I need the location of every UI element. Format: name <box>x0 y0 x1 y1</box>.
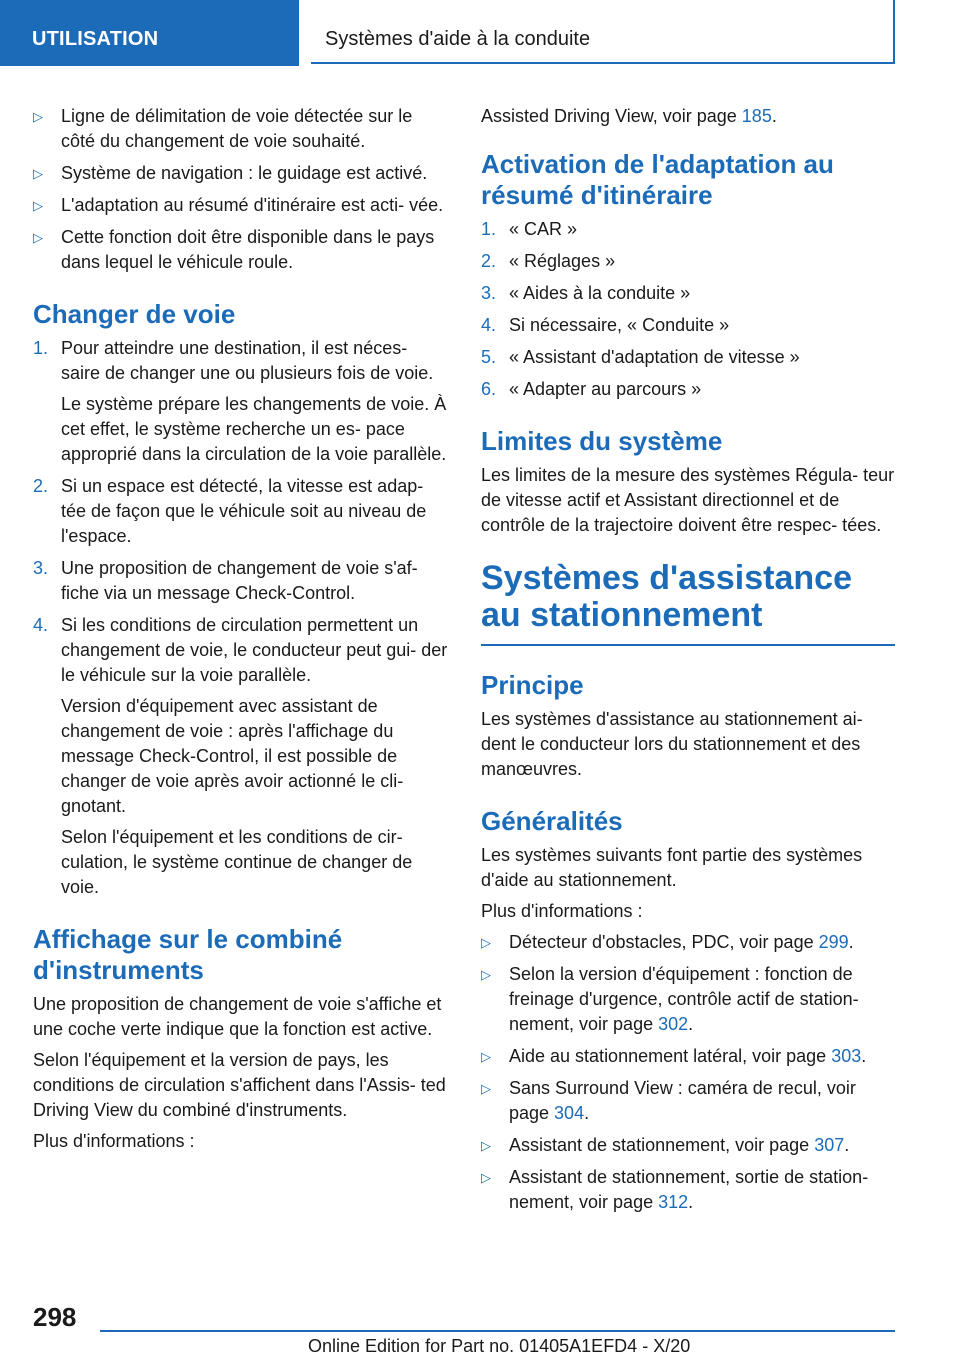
heading-parking-systems: Systèmes d'assistance au stationnement <box>481 560 895 646</box>
page-number: 298 <box>33 1302 77 1332</box>
page-link[interactable]: 312 <box>658 1192 689 1212</box>
list-item: 1. « CAR » <box>481 217 895 242</box>
page-link[interactable]: 307 <box>814 1135 845 1155</box>
list-item: 2. Si un espace est détecté, la vitesse est adap‐ tée de façon que le véhicule soit au niveau de l'espace. <box>33 476 427 546</box>
step-number: 2. <box>33 476 49 496</box>
list-item: ▷ Aide au stationnement latéral, voir page 303. <box>481 1044 895 1069</box>
list-item: 2. « Réglages » <box>481 249 895 274</box>
page-header <box>0 0 960 66</box>
heading-limits: Limites du système <box>481 426 723 456</box>
triangle-bullet-icon: ▷ <box>481 1170 491 1185</box>
condition-list <box>33 104 449 275</box>
step-number: 2. <box>481 251 497 271</box>
activation-steps <box>481 217 895 402</box>
page-link[interactable]: 302 <box>658 1014 689 1034</box>
right-column <box>481 104 895 1222</box>
chapter-title: Systèmes d'aide à la conduite <box>325 28 591 50</box>
page-link[interactable]: 304 <box>554 1103 585 1123</box>
triangle-bullet-icon: ▷ <box>481 967 491 982</box>
heading-principle: Principe <box>481 670 584 700</box>
section-tab <box>0 0 299 66</box>
list-item: ▷ Cette fonction doit être disponible dans le pays dans lequel le véhicule roule. <box>33 227 435 272</box>
triangle-bullet-icon: ▷ <box>481 1081 491 1096</box>
list-item: 3. Une proposition de changement de voie s'af‐ fiche via un message Check-Control. <box>33 558 418 603</box>
list-item: 4. Si nécessaire, « Conduite » <box>481 313 895 338</box>
triangle-bullet-icon: ▷ <box>33 198 43 213</box>
paragraph: Les limites de la mesure des systèmes Régula‐ teur de vitesse actif et Assistant directionnel et de contrôle de la trajectoire doivent être respec‐ tées. <box>481 465 895 535</box>
list-item: ▷ Système de navigation : le guidage est activé. <box>33 161 449 186</box>
triangle-bullet-icon: ▷ <box>481 1138 491 1153</box>
step-note: Selon l'équipement et les conditions de cir‐ culation, le système continue de changer de voie. <box>61 827 413 897</box>
step-number: 1. <box>33 338 49 358</box>
paragraph: Plus d'informations : <box>481 901 643 921</box>
list-item: ▷ Sans Surround View : caméra de recul, voir page 304. <box>481 1078 856 1123</box>
step-note: Le système prépare les changements de voie. À cet effet, le système recherche un es‐ pace approprié dans la circulation de la voie parallèle. <box>61 394 447 464</box>
triangle-bullet-icon: ▷ <box>481 935 491 950</box>
paragraph: Les systèmes d'assistance au stationnement ai‐ dent le conducteur lors du stationnement et des manœuvres. <box>481 709 863 779</box>
step-number: 1. <box>481 219 497 239</box>
footer-divider <box>100 1330 895 1332</box>
step-note: Version d'équipement avec assistant de changement de voie : après l'affichage du message Check-Control, il est possible de changer de voie après avoir actionné le cli‐ gnotant. <box>61 696 404 816</box>
list-item: ▷ Ligne de délimitation de voie détectée sur le côté du changement de voie souhaité. <box>33 106 413 151</box>
triangle-bullet-icon: ▷ <box>481 1049 491 1064</box>
page-link[interactable]: 303 <box>831 1046 862 1066</box>
triangle-bullet-icon: ▷ <box>33 109 43 124</box>
step-number: 5. <box>481 347 497 367</box>
page-link[interactable]: 299 <box>818 932 849 952</box>
list-item: ▷ L'adaptation au résumé d'itinéraire est acti‐ vée. <box>33 193 449 218</box>
heading-change-lane: Changer de voie <box>33 299 236 329</box>
heading-general: Généralités <box>481 806 623 836</box>
list-item: ▷ Assistant de stationnement, voir page 307. <box>481 1133 895 1158</box>
list-item: 3. « Aides à la conduite » <box>481 281 895 306</box>
heading-display: Affichage sur le combiné d'instruments <box>33 924 343 985</box>
parking-systems-list <box>481 930 895 1215</box>
list-item: ▷ Selon la version d'équipement : fonction de freinage d'urgence, contrôle actif de station‐ nement, voir page 302. <box>481 964 859 1034</box>
paragraph: Plus d'informations : <box>33 1131 195 1151</box>
page-link[interactable]: 185 <box>741 106 772 126</box>
step-number: 3. <box>481 283 497 303</box>
section-title: UTILISATION <box>32 28 159 50</box>
triangle-bullet-icon: ▷ <box>33 230 43 245</box>
step-number: 3. <box>33 558 49 578</box>
paragraph: Les systèmes suivants font partie des systèmes d'aide au stationnement. <box>481 845 863 890</box>
left-column <box>33 104 449 1160</box>
chapter-box <box>311 0 895 64</box>
list-item: 5. « Assistant d'adaptation de vitesse » <box>481 345 895 370</box>
step-number: 6. <box>481 379 497 399</box>
step-number: 4. <box>481 315 497 335</box>
footer-edition: Online Edition for Part no. 01405A1EFD4 - X/20 <box>308 1336 691 1356</box>
list-item: 6. « Adapter au parcours » <box>481 377 895 402</box>
list-item: 4. Si les conditions de circulation permettent un changement de voie, le conducteur peut gui‐ der le véhicule sur la voie parallèle. Version d'équipement avec assistant de changement de voie : après l'affichage du message Check-Control, il est possible de changer de voie après avoir actionné le cli‐ gnotant. Selon l'équipement et les conditions de cir‐ culation, le système continue de changer de voie. <box>33 613 449 900</box>
list-item: ▷ Assistant de stationnement, sortie de station‐ nement, voir page 312. <box>481 1167 869 1212</box>
heading-activation: Activation de l'adaptation au résumé d'itinéraire <box>481 149 834 210</box>
list-item: 1. Pour atteindre une destination, il est néces‐ saire de changer une ou plusieurs fois de voie. Le système prépare les changements de voie. À cet effet, le système recherche un es‐ pace approprié dans la circulation de la voie parallèle. <box>33 336 449 467</box>
paragraph: Selon l'équipement et la version de pays, les conditions de circulation s'affichent dans l'Assis‐ ted Driving View du combiné d'instruments. <box>33 1050 446 1120</box>
see-reference: Assisted Driving View, voir page 185. <box>481 106 777 126</box>
change-lane-steps <box>33 336 449 900</box>
paragraph: Une proposition de changement de voie s'affiche et une coche verte indique que la fonction est active. <box>33 994 442 1039</box>
step-number: 4. <box>33 615 49 635</box>
list-item: ▷ Détecteur d'obstacles, PDC, voir page 299. <box>481 930 895 955</box>
triangle-bullet-icon: ▷ <box>33 166 43 181</box>
